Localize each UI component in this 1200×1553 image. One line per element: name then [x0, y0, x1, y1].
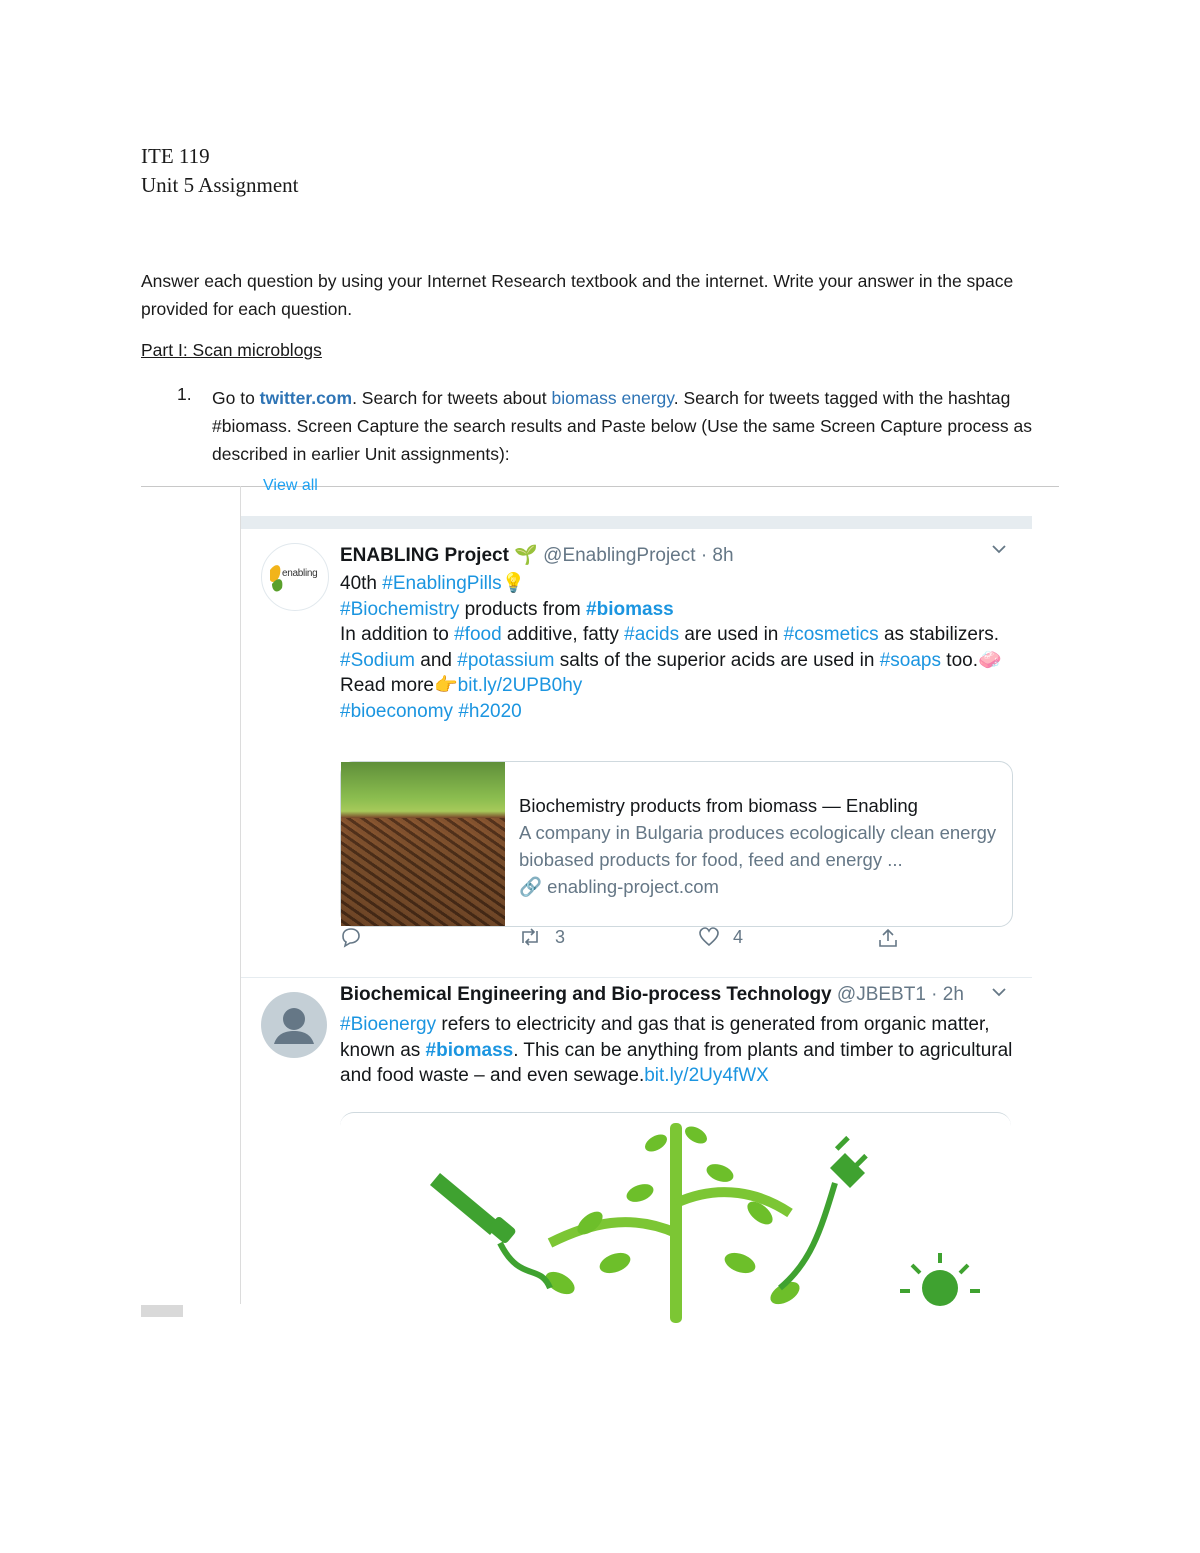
tweet-body	[340, 1012, 1020, 1089]
hashtag[interactable]: #EnablingPills	[382, 573, 502, 594]
hashtag[interactable]: #Biochemistry	[340, 598, 460, 620]
seedling-icon: 🌱	[514, 545, 538, 566]
hashtag[interactable]: #biomass	[586, 598, 674, 620]
author-name[interactable]: Biochemical Engineering and Bio-process Technology	[340, 984, 832, 1005]
page-marker	[141, 1305, 183, 1317]
reply-icon[interactable]	[340, 927, 362, 952]
lightbulb-icon: 💡	[501, 573, 526, 594]
hashtag[interactable]: #soaps	[879, 649, 942, 671]
biomass-photo	[341, 762, 505, 926]
feed-separator	[241, 516, 1032, 529]
tweet-time: · 2h	[931, 984, 964, 1005]
tweet-text: . This can be anything from plants and timber to agricultural and food waste – and even sewage.	[340, 1039, 1013, 1086]
hashtag[interactable]: #h2020	[458, 700, 522, 722]
q-text-1: Go to	[212, 388, 260, 408]
tweet-header	[340, 984, 964, 1006]
tweet-text: as stabilizers.	[878, 624, 1000, 645]
retweet-icon[interactable]	[518, 927, 542, 952]
tweet-link[interactable]: bit.ly/2Uy4fWX	[644, 1065, 769, 1086]
tweet-text: In addition to	[340, 624, 455, 645]
tweet-text: salts of the superior acids are used in	[554, 649, 880, 671]
hashtag[interactable]: #acids	[624, 624, 680, 645]
tweet-text: Read more	[340, 675, 434, 696]
like-count: 4	[733, 927, 744, 947]
hashtag[interactable]: #Sodium	[340, 649, 415, 671]
card-title: Biochemistry products from biomass — Enabling	[519, 795, 918, 816]
hashtag[interactable]: #potassium	[457, 649, 555, 671]
tweet-actions	[340, 927, 920, 957]
tweet-text: products from	[459, 598, 587, 620]
q-text-3: . Search for tweets tagged with the hashtag #biomass. Screen Capture the search results and Paste below (Use the same Screen Capture process as described in earlier Unit assignments):	[212, 388, 1032, 464]
tweet-text: refers to electricity and gas that is generated from organic matter, known as	[340, 1014, 990, 1061]
share-icon[interactable]	[877, 927, 899, 954]
tweet-header	[340, 543, 734, 567]
author-name[interactable]: ENABLING Project	[340, 545, 509, 566]
card-url: 🔗 enabling-project.com	[519, 876, 719, 897]
chevron-down-icon[interactable]	[991, 984, 1007, 1000]
tweet-text: 40th	[340, 573, 383, 594]
author-handle[interactable]: @EnablingProject	[543, 545, 696, 566]
link-card[interactable]	[340, 761, 1013, 927]
question-number: 1.	[177, 384, 192, 404]
hashtag[interactable]: #biomass	[425, 1039, 514, 1061]
tweet-time: · 8h	[700, 545, 734, 566]
card-text	[519, 792, 999, 900]
tweet-text: additive, fatty	[501, 624, 625, 645]
tweet-text: too.	[941, 649, 978, 671]
retweet-count: 3	[555, 927, 566, 947]
cut-off-text: View all	[263, 477, 318, 494]
assignment-title: Unit 5 Assignment	[141, 173, 299, 197]
pasted-screenshot	[141, 477, 1059, 1304]
topic-text: biomass energy	[551, 388, 674, 408]
tweet-enabling[interactable]	[241, 529, 1032, 978]
hashtag[interactable]: #cosmetics	[783, 624, 879, 645]
default-profile-icon	[261, 992, 327, 1058]
hashtag[interactable]: #bioeconomy	[340, 700, 454, 722]
tweet-text: and	[415, 649, 458, 671]
q-text-2: . Search for tweets about	[352, 388, 552, 408]
avatar[interactable]	[261, 992, 327, 1058]
author-handle[interactable]: @JBEBT1	[836, 984, 926, 1005]
tweet-text: are used in	[679, 624, 784, 645]
chevron-down-icon[interactable]	[991, 541, 1007, 557]
tweet-jbebt[interactable]	[241, 978, 1032, 1304]
course-code: ITE 119	[141, 144, 210, 168]
document-header	[141, 142, 299, 200]
part-heading: Part I: Scan microblogs	[141, 340, 322, 360]
intro-paragraph: Answer each question by using your Internet Research textbook and the internet. Write your answer in the space provided for each question.	[141, 271, 1014, 319]
hashtag[interactable]: #food	[454, 624, 502, 645]
hashtag[interactable]: #Bioenergy	[340, 1014, 437, 1035]
tweet-body	[340, 571, 1020, 724]
tweet-link[interactable]: bit.ly/2UPB0hy	[457, 675, 583, 696]
soap-icon: 🧼	[978, 649, 1002, 671]
twitter-link[interactable]: twitter.com	[259, 388, 353, 408]
card-description: A company in Bulgaria produces ecologically clean energy biobased products for food, feed and energy ...	[519, 822, 997, 870]
pointing-hand-icon: 👉	[434, 675, 458, 696]
question-text	[212, 384, 1062, 468]
bioenergy-illustration[interactable]	[340, 1112, 1011, 1413]
plant-energy-icon	[340, 1113, 1011, 1313]
avatar[interactable]	[261, 543, 329, 611]
avatar-label: enabling	[282, 568, 318, 579]
like-icon[interactable]	[698, 927, 720, 952]
